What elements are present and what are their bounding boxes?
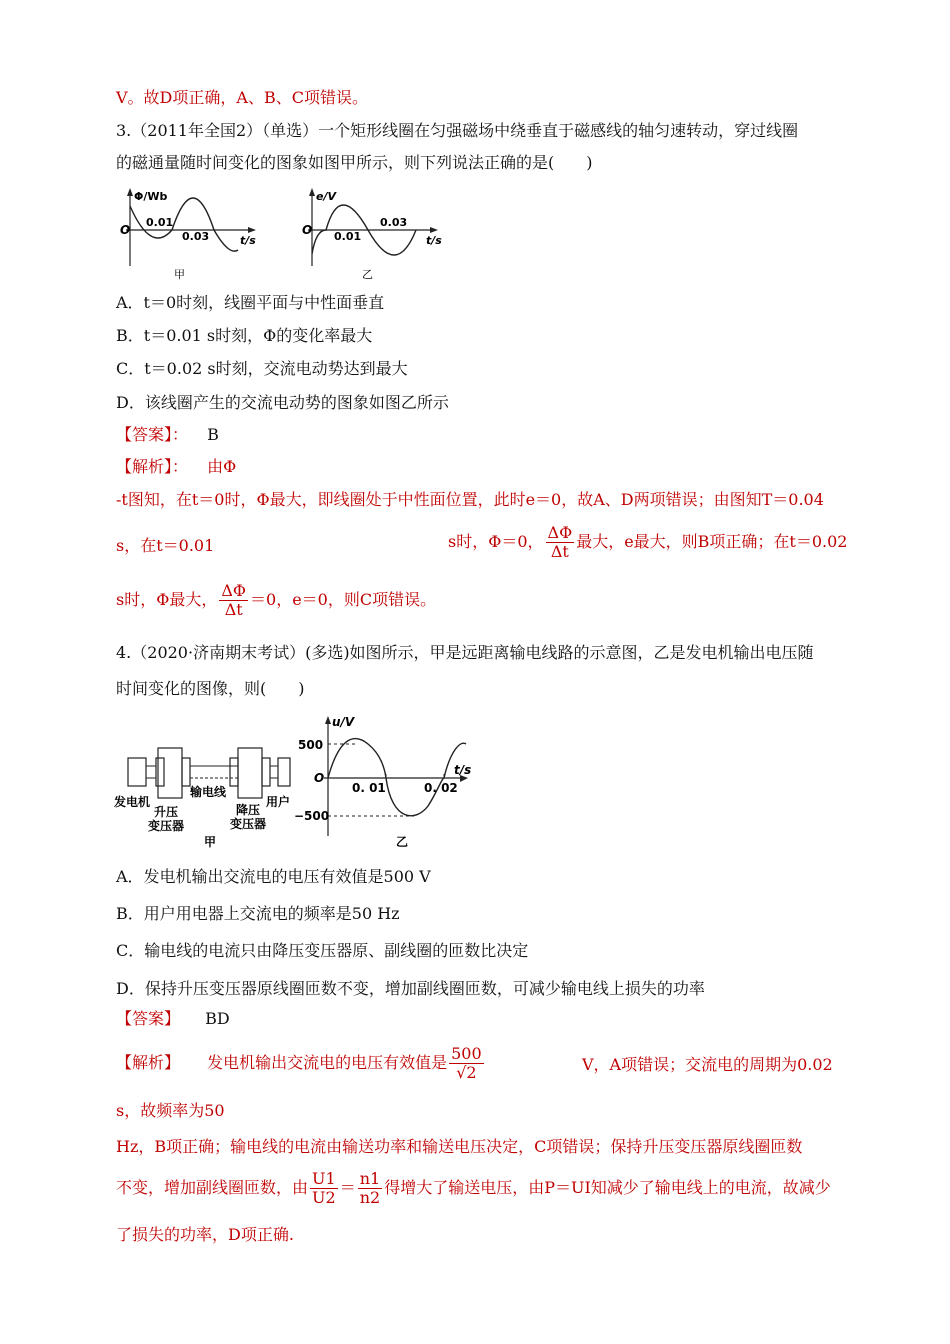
graph-ymax: 500: [298, 738, 324, 752]
q4-analysis-line4-right: 得增大了输送电压，由P＝UI知减少了输电线上的电流，故减少: [384, 1178, 831, 1197]
jia-t2: 0.03: [182, 230, 210, 243]
frac-denominator: Δt: [550, 542, 569, 561]
yi-t2: 0.03: [380, 216, 408, 229]
q4-analysis-line5: 了损失的功率，D项正确.: [116, 1225, 294, 1244]
q3-analysis-label: 【解析】：: [116, 457, 189, 476]
q4-answer-label: 【答案】: [116, 1009, 181, 1028]
q3-fraction-dphi-dt-2: [219, 582, 248, 619]
q3-analysis-line3: [116, 582, 436, 619]
q4-transmission-diagram: [112, 744, 302, 852]
graph-ylabel: u/V: [332, 715, 355, 729]
diagram-caption: 甲: [204, 835, 217, 849]
label-generator: 发电机: [114, 795, 151, 809]
q3-fraction-dphi-dt: [546, 524, 575, 561]
label-step-up-2: 变压器: [148, 819, 185, 833]
q4-equals: ＝: [339, 1178, 356, 1197]
label-step-down-2: 变压器: [230, 817, 267, 831]
prev-answer-tail: V。故D项正确，A、B、C项错误。: [116, 88, 368, 107]
generator-box: [128, 758, 146, 786]
frac-numerator: ΔΦ: [547, 523, 573, 542]
frac-numerator: n1: [359, 1169, 381, 1188]
q3-analysis-line3-left: s时，Φ最大，: [116, 590, 218, 609]
q4-voltage-graph: [294, 712, 474, 852]
q4-fraction-u1-u2: [310, 1170, 338, 1207]
graph-ymin: −500: [294, 809, 330, 823]
q3-answer-label: 【答案】：: [116, 425, 189, 444]
q3-analysis-line2-right: [448, 524, 847, 561]
q4-analysis-line1-right: V，A项错误；交流电的周期为0.02: [582, 1055, 833, 1074]
q4-stem-line1: 4.（2020·济南期末考试）(多选)如图所示，甲是远距离输电线路的示意图，乙是发电机输出电压随: [116, 643, 814, 662]
frac-denominator: U2: [312, 1188, 336, 1207]
q3-figure-jia: [116, 186, 266, 284]
frac-numerator: U1: [312, 1169, 336, 1188]
q3-analysis-line1: -t图知，在t＝0时，Φ最大，即线圈处于中性面位置，此时e＝0，故A、D两项错误；由图知T＝0.04: [116, 490, 824, 509]
jia-origin: O: [120, 223, 131, 237]
jia-t1: 0.01: [146, 216, 174, 229]
frac-numerator: 500: [451, 1044, 482, 1063]
graph-t2: 0. 02: [424, 781, 458, 795]
frac-numerator: ΔΦ: [221, 581, 247, 600]
q3-stem-line2: 的磁通量随时间变化的图象如图甲所示，则下列说法正确的是( ): [116, 153, 593, 172]
frac-denominator: n2: [359, 1188, 381, 1207]
yi-t1: 0.01: [334, 230, 362, 243]
q3-analysis-line2-end: 最大，e最大，则B项正确；在t＝0.02: [576, 532, 848, 551]
q4-option-c: C．输电线的电流只由降压变压器原、副线圈的匝数比决定: [116, 941, 529, 960]
label-step-down-1: 降压: [236, 803, 261, 817]
q4-option-b: B．用户用电器上交流电的频率是50 Hz: [116, 904, 400, 923]
q3-analysis-row: [116, 457, 236, 477]
label-user: 用户: [266, 795, 291, 809]
q4-analysis-line4-left: 不变，增加副线圈匝数，由: [116, 1178, 309, 1197]
step-up-transformer-box: [158, 748, 182, 798]
q4-answer-value: BD: [205, 1009, 230, 1028]
q4-answer-row: [116, 1009, 230, 1029]
q4-analysis-line3: Hz，B项正确；输电线的电流由输送功率和输送电压决定，C项错误；保持升压变压器原线圈匝数: [116, 1137, 803, 1156]
q3-analysis-line2-left: s，在t＝0.01: [116, 536, 215, 555]
jia-xlabel: t/s: [240, 234, 256, 247]
q4-analysis-label: 【解析】: [116, 1053, 181, 1072]
q4-analysis-line1: [116, 1045, 486, 1082]
q3-option-c: C．t＝0.02 s时刻，交流电动势达到最大: [116, 359, 408, 378]
user-box: [278, 758, 290, 786]
jia-ylabel: Φ/Wb: [134, 190, 168, 203]
q4-analysis-line2: s，故频率为50: [116, 1101, 225, 1120]
q3-answer-row: [116, 425, 219, 445]
q3-option-a: A．t＝0时刻，线圈平面与中性面垂直: [116, 293, 385, 312]
graph-origin: O: [314, 771, 325, 785]
q3-stem-line1: 3.（2011年全国2）（单选）一个矩形线圈在匀强磁场中绕垂直于磁感线的轴匀速转动，穿过线圈: [116, 121, 799, 140]
yi-ylabel: e/V: [316, 190, 336, 203]
q3-option-d: D．该线圈产生的交流电动势的图象如图乙所示: [116, 393, 449, 412]
label-step-up-1: 升压: [154, 805, 179, 819]
q3-analysis-line3-right: ＝0，e＝0，则C项错误。: [250, 590, 437, 609]
frac-denominator: Δt: [224, 600, 243, 619]
q3-figure-yi: [298, 186, 448, 284]
jia-caption: 甲: [174, 268, 185, 281]
graph-xlabel: t/s: [454, 763, 472, 777]
yi-xlabel: t/s: [426, 234, 442, 247]
q4-option-a: A．发电机输出交流电的电压有效值是500 V: [116, 867, 431, 886]
graph-caption: 乙: [396, 835, 409, 849]
q3-answer-value: B: [207, 425, 219, 444]
yi-caption: 乙: [362, 268, 373, 281]
label-line: 输电线: [190, 785, 227, 799]
q4-fraction-n1-n2: [358, 1170, 382, 1207]
frac-denominator: √2: [456, 1063, 477, 1082]
q4-stem-line2: 时间变化的图像，则( ): [116, 679, 305, 698]
graph-t1: 0. 01: [352, 781, 386, 795]
q3-analysis-start: 由Φ: [207, 457, 237, 476]
q3-analysis-line2-mid: s时，Φ＝0，: [448, 532, 544, 551]
yi-origin: O: [302, 223, 313, 237]
q4-option-d: D．保持升压变压器原线圈匝数不变，增加副线圈匝数，可减少输电线上损失的功率: [116, 979, 705, 998]
q3-option-b: B．t＝0.01 s时刻，Φ的变化率最大: [116, 326, 373, 345]
q4-fraction-500-root2: [449, 1045, 484, 1082]
step-down-transformer-box: [238, 748, 262, 798]
q4-analysis-line1-left: 发电机输出交流电的电压有效值是: [207, 1053, 448, 1072]
q4-analysis-line4: [116, 1170, 831, 1207]
